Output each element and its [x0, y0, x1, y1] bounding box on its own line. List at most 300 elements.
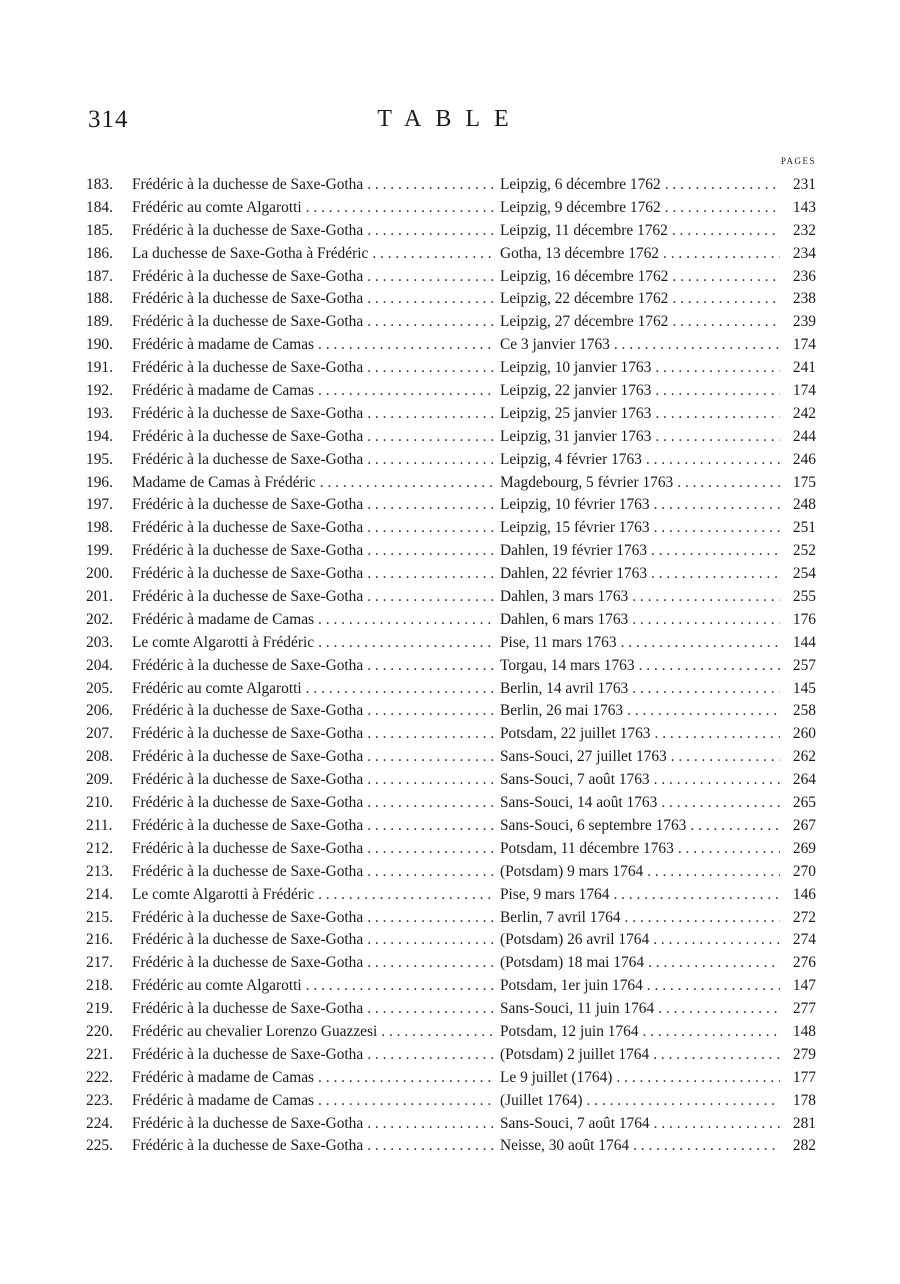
dot-leader [657, 794, 780, 812]
dot-leader [363, 931, 494, 949]
correspondence-cell [132, 1115, 494, 1133]
list-item [86, 313, 816, 336]
dot-leader [363, 771, 494, 789]
entry-number: 224. [86, 1114, 113, 1132]
page-reference: 270 [792, 862, 816, 880]
dot-leader [617, 634, 780, 652]
place-date-text: Sans-Souci, 11 juin 1764 [500, 1000, 655, 1018]
place-date-text: Torgau, 14 mars 1763 [500, 656, 635, 674]
list-item [86, 1092, 816, 1115]
correspondence-cell [132, 451, 494, 469]
list-item [86, 1115, 816, 1138]
place-date-cell [494, 840, 780, 858]
place-date-cell [494, 771, 780, 789]
correspondence-cell [132, 290, 494, 308]
entry-number: 208. [86, 748, 113, 766]
correspondence-text: Frédéric à la duchesse de Saxe-Gotha [132, 862, 364, 880]
list-item [86, 474, 816, 497]
correspondence-text: Frédéric à la duchesse de Saxe-Gotha [132, 565, 364, 583]
dot-leader [363, 1115, 494, 1133]
entry-number: 223. [86, 1091, 113, 1109]
correspondence-text: Frédéric à la duchesse de Saxe-Gotha [132, 588, 364, 606]
place-date-cell [494, 1046, 780, 1064]
page-reference: 231 [792, 176, 816, 193]
correspondence-cell [132, 909, 494, 927]
page-reference: 248 [792, 496, 816, 514]
page-reference: 279 [792, 1045, 816, 1063]
list-item [86, 954, 816, 977]
page-reference: 174 [792, 336, 816, 354]
place-date-text: Leipzig, 22 janvier 1763 [500, 382, 652, 400]
correspondence-cell [132, 702, 494, 720]
place-date-text: Leipzig, 6 décembre 1762 [500, 176, 661, 193]
entry-number: 218. [86, 977, 113, 995]
place-date-cell [494, 680, 780, 698]
entry-number: 213. [86, 862, 113, 880]
dot-leader [314, 1092, 494, 1110]
place-date-text: Gotha, 13 décembre 1762 [500, 244, 659, 262]
page-reference: 146 [792, 885, 816, 903]
correspondence-cell [132, 313, 494, 331]
list-item [86, 199, 816, 222]
place-date-cell [494, 290, 780, 308]
correspondence-cell [132, 565, 494, 583]
dot-leader [668, 268, 780, 286]
page-reference: 282 [792, 1137, 816, 1155]
correspondence-cell [132, 268, 494, 286]
place-date-text: Dahlen, 22 février 1763 [500, 565, 648, 583]
dot-leader [363, 909, 494, 927]
dot-leader [363, 840, 494, 858]
dot-leader [649, 931, 780, 949]
list-item [86, 702, 816, 725]
entry-number: 193. [86, 404, 113, 422]
entry-number: 222. [86, 1068, 113, 1086]
place-date-cell [494, 405, 780, 423]
dot-leader [686, 817, 780, 835]
place-date-cell [494, 977, 780, 995]
correspondence-cell [132, 771, 494, 789]
list-item [86, 748, 816, 771]
page-reference: 258 [792, 702, 816, 720]
dot-leader [583, 1092, 781, 1110]
list-item [86, 336, 816, 359]
correspondence-cell [132, 245, 494, 263]
correspondence-cell [132, 542, 494, 560]
place-date-cell [494, 863, 780, 881]
correspondence-text: Frédéric à madame de Camas [132, 1091, 315, 1109]
list-item [86, 863, 816, 886]
place-date-cell [494, 748, 780, 766]
entry-number: 189. [86, 313, 113, 331]
dot-leader [363, 1000, 494, 1018]
place-date-text: Berlin, 14 avril 1763 [500, 679, 629, 697]
entry-number: 187. [86, 267, 113, 285]
entry-number: 183. [86, 176, 113, 193]
dot-leader [661, 176, 780, 194]
correspondence-text: Frédéric à la duchesse de Saxe-Gotha [132, 725, 364, 743]
dot-leader [674, 840, 780, 858]
list-item [86, 290, 816, 313]
pages-column-label: PAGES [780, 156, 816, 166]
page-reference: 252 [792, 542, 816, 560]
place-date-text: Sans-Souci, 7 août 1763 [500, 771, 650, 789]
dot-leader [363, 954, 494, 972]
dot-leader [650, 1115, 780, 1133]
place-date-cell [494, 794, 780, 812]
correspondence-cell [132, 222, 494, 240]
place-date-text: Leipzig, 11 décembre 1762 [500, 221, 668, 239]
correspondence-cell [132, 428, 494, 446]
dot-leader [363, 268, 494, 286]
entry-number: 194. [86, 427, 113, 445]
list-item [86, 1000, 816, 1023]
dot-leader [377, 1023, 494, 1041]
place-date-cell [494, 268, 780, 286]
correspondence-text: Frédéric à la duchesse de Saxe-Gotha [132, 1045, 364, 1063]
correspondence-text: Frédéric à madame de Camas [132, 336, 315, 354]
dot-leader [363, 359, 494, 377]
dot-leader [363, 748, 494, 766]
list-item [86, 840, 816, 863]
place-date-text: Leipzig, 4 février 1763 [500, 450, 642, 468]
list-item [86, 519, 816, 542]
dot-leader [651, 382, 780, 400]
place-date-cell [494, 451, 780, 469]
dot-leader [643, 863, 780, 881]
dot-leader [363, 794, 494, 812]
page-reference: 176 [792, 610, 816, 628]
list-item [86, 268, 816, 291]
page-reference: 242 [792, 404, 816, 422]
page-reference: 272 [792, 908, 816, 926]
place-date-cell [494, 725, 780, 743]
correspondence-text: Frédéric à la duchesse de Saxe-Gotha [132, 816, 364, 834]
dot-leader [363, 451, 494, 469]
page-reference: 175 [792, 473, 816, 491]
dot-leader [651, 725, 781, 743]
dot-leader [628, 680, 780, 698]
correspondence-text: Madame de Camas à Frédéric [132, 473, 316, 491]
list-item [86, 817, 816, 840]
entry-number: 220. [86, 1022, 113, 1040]
list-item [86, 680, 816, 703]
correspondence-cell [132, 588, 494, 606]
dot-leader [642, 451, 780, 469]
page-number: 314 [88, 106, 129, 133]
correspondence-cell [132, 1137, 494, 1155]
page-reference: 262 [792, 748, 816, 766]
list-item [86, 886, 816, 909]
list-item [86, 496, 816, 519]
list-item [86, 909, 816, 932]
dot-leader [661, 199, 780, 217]
place-date-text: Leipzig, 9 décembre 1762 [500, 198, 661, 216]
dot-leader [363, 290, 494, 308]
place-date-cell [494, 496, 780, 514]
correspondence-text: Frédéric à la duchesse de Saxe-Gotha [132, 176, 364, 193]
list-item [86, 382, 816, 405]
entry-number: 185. [86, 221, 113, 239]
page-reference: 281 [792, 1114, 816, 1132]
page-reference: 269 [792, 839, 816, 857]
place-date-text: Magdebourg, 5 février 1763 [500, 473, 674, 491]
dot-leader [363, 542, 494, 560]
place-date-cell [494, 359, 780, 377]
dot-leader [668, 222, 780, 240]
correspondence-text: Frédéric au comte Algarotti [132, 679, 302, 697]
correspondence-text: Frédéric à la duchesse de Saxe-Gotha [132, 496, 364, 514]
list-item [86, 657, 816, 680]
place-date-cell [494, 313, 780, 331]
correspondence-cell [132, 176, 494, 194]
page-reference: 234 [792, 244, 816, 262]
dot-leader [314, 611, 494, 629]
dot-leader [649, 1046, 780, 1064]
correspondence-text: Frédéric à la duchesse de Saxe-Gotha [132, 931, 364, 949]
page-reference: 257 [792, 656, 816, 674]
page-reference: 246 [792, 450, 816, 468]
correspondence-text: Le comte Algarotti à Frédéric [132, 633, 315, 651]
place-date-text: Dahlen, 6 mars 1763 [500, 610, 629, 628]
entry-number: 203. [86, 633, 113, 651]
list-item [86, 359, 816, 382]
entry-number: 214. [86, 885, 113, 903]
place-date-cell [494, 1137, 780, 1155]
place-date-text: Sans-Souci, 14 août 1763 [500, 794, 658, 812]
correspondence-text: Frédéric à la duchesse de Saxe-Gotha [132, 954, 364, 972]
place-date-text: Berlin, 7 avril 1764 [500, 908, 621, 926]
place-date-text: (Potsdam) 18 mai 1764 [500, 954, 645, 972]
entry-number: 210. [86, 794, 113, 812]
page-reference: 276 [792, 954, 816, 972]
place-date-text: Potsdam, 1er juin 1764 [500, 977, 643, 995]
correspondence-text: Frédéric à la duchesse de Saxe-Gotha [132, 839, 364, 857]
dot-leader [650, 771, 780, 789]
list-item [86, 1023, 816, 1046]
entry-number: 195. [86, 450, 113, 468]
dot-leader [314, 1069, 494, 1087]
page-reference: 274 [792, 931, 816, 949]
page-reference: 241 [792, 359, 816, 377]
place-date-cell [494, 702, 780, 720]
place-date-text: Pise, 9 mars 1764 [500, 885, 610, 903]
dot-leader [302, 199, 494, 217]
entry-number: 198. [86, 519, 113, 537]
dot-leader [651, 428, 780, 446]
correspondence-text: Frédéric au comte Algarotti [132, 198, 302, 216]
dot-leader [363, 176, 494, 194]
place-date-text: Sans-Souci, 27 juillet 1763 [500, 748, 667, 766]
list-item [86, 977, 816, 1000]
correspondence-cell [132, 977, 494, 995]
page-title: TABLE [377, 106, 523, 132]
correspondence-cell [132, 382, 494, 400]
entry-number: 216. [86, 931, 113, 949]
dot-leader [651, 405, 780, 423]
dot-leader [363, 1046, 494, 1064]
page-reference: 260 [792, 725, 816, 743]
correspondence-text: Frédéric à la duchesse de Saxe-Gotha [132, 656, 364, 674]
dot-leader [650, 519, 780, 537]
correspondence-text: Frédéric à la duchesse de Saxe-Gotha [132, 748, 364, 766]
correspondence-text: Frédéric à la duchesse de Saxe-Gotha [132, 542, 364, 560]
place-date-text: Leipzig, 27 décembre 1762 [500, 313, 669, 331]
list-item [86, 725, 816, 748]
dot-leader [609, 886, 780, 904]
place-date-cell [494, 199, 780, 217]
page-reference: 255 [792, 588, 816, 606]
correspondence-cell [132, 199, 494, 217]
place-date-cell [494, 931, 780, 949]
dot-leader [314, 336, 494, 354]
dot-leader [363, 1137, 494, 1155]
place-date-cell [494, 474, 780, 492]
correspondence-text: Frédéric à la duchesse de Saxe-Gotha [132, 771, 364, 789]
place-date-cell [494, 588, 780, 606]
correspondence-text: Frédéric à la duchesse de Saxe-Gotha [132, 702, 364, 720]
place-date-cell [494, 542, 780, 560]
place-date-text: Leipzig, 31 janvier 1763 [500, 427, 652, 445]
list-item [86, 634, 816, 657]
entry-number: 202. [86, 610, 113, 628]
place-date-text: Dahlen, 19 février 1763 [500, 542, 648, 560]
page-reference: 265 [792, 794, 816, 812]
dot-leader [667, 748, 780, 766]
page-reference: 147 [792, 977, 816, 995]
dot-leader [314, 382, 494, 400]
place-date-cell [494, 817, 780, 835]
place-date-cell [494, 382, 780, 400]
place-date-text: Sans-Souci, 7 août 1764 [500, 1114, 650, 1132]
place-date-cell [494, 1115, 780, 1133]
correspondence-text: Frédéric à la duchesse de Saxe-Gotha [132, 1000, 364, 1018]
correspondence-text: Frédéric à la duchesse de Saxe-Gotha [132, 908, 364, 926]
list-item [86, 451, 816, 474]
correspondence-cell [132, 840, 494, 858]
list-item [86, 542, 816, 565]
place-date-text: Ce 3 janvier 1763 [500, 336, 610, 354]
dot-leader [643, 977, 780, 995]
list-item [86, 405, 816, 428]
dot-leader [363, 565, 494, 583]
entry-number: 212. [86, 839, 113, 857]
dot-leader [363, 817, 494, 835]
page-reference: 251 [792, 519, 816, 537]
place-date-text: Pise, 11 mars 1763 [500, 633, 617, 651]
place-date-cell [494, 1092, 780, 1110]
entry-number: 191. [86, 359, 113, 377]
page-reference: 238 [792, 290, 816, 308]
page-reference: 277 [792, 1000, 816, 1018]
page-reference: 144 [792, 633, 816, 651]
place-date-text: Leipzig, 15 février 1763 [500, 519, 650, 537]
entry-number: 192. [86, 382, 113, 400]
dot-leader [314, 886, 494, 904]
dot-leader [628, 588, 780, 606]
place-date-text: (Potsdam) 2 juillet 1764 [500, 1045, 650, 1063]
correspondence-cell [132, 680, 494, 698]
place-date-cell [494, 886, 780, 904]
place-date-text: Sans-Souci, 6 septembre 1763 [500, 816, 687, 834]
dot-leader [647, 542, 780, 560]
dot-leader [302, 977, 494, 995]
dot-leader [635, 657, 780, 675]
place-date-cell [494, 1000, 780, 1018]
entry-number: 199. [86, 542, 113, 560]
place-date-text: Potsdam, 22 juillet 1763 [500, 725, 651, 743]
correspondence-cell [132, 336, 494, 354]
page-reference: 264 [792, 771, 816, 789]
dot-leader [363, 405, 494, 423]
correspondence-cell [132, 657, 494, 675]
page-reference: 254 [792, 565, 816, 583]
place-date-text: (Potsdam) 26 avril 1764 [500, 931, 650, 949]
place-date-cell [494, 1023, 780, 1041]
dot-leader [363, 496, 494, 514]
dot-leader [363, 702, 494, 720]
place-date-cell [494, 1069, 780, 1087]
correspondence-text: Frédéric à la duchesse de Saxe-Gotha [132, 794, 364, 812]
place-date-text: Leipzig, 10 février 1763 [500, 496, 650, 514]
correspondence-cell [132, 794, 494, 812]
entry-number: 211. [86, 816, 113, 834]
entry-number: 196. [86, 473, 113, 491]
place-date-cell [494, 519, 780, 537]
entry-number: 197. [86, 496, 113, 514]
dot-leader [644, 954, 780, 972]
page-reference: 174 [792, 382, 816, 400]
list-item [86, 794, 816, 817]
list-item [86, 1137, 816, 1160]
correspondence-cell [132, 1092, 494, 1110]
correspondence-text: Frédéric au comte Algarotti [132, 977, 302, 995]
dot-leader [659, 245, 780, 263]
entry-number: 219. [86, 1000, 113, 1018]
page-reference: 143 [792, 198, 816, 216]
dot-leader [628, 611, 780, 629]
place-date-text: Dahlen, 3 mars 1763 [500, 588, 629, 606]
list-item [86, 771, 816, 794]
correspondence-cell [132, 863, 494, 881]
entry-number: 217. [86, 954, 113, 972]
dot-leader [668, 313, 780, 331]
correspondence-cell [132, 1000, 494, 1018]
entry-number: 186. [86, 244, 113, 262]
place-date-cell [494, 176, 780, 194]
page-reference: 177 [792, 1068, 816, 1086]
place-date-text: Leipzig, 10 janvier 1763 [500, 359, 652, 377]
entry-number: 209. [86, 771, 113, 789]
correspondence-text: Frédéric à la duchesse de Saxe-Gotha [132, 450, 364, 468]
place-date-text: Leipzig, 22 décembre 1762 [500, 290, 669, 308]
place-date-text: Potsdam, 11 décembre 1763 [500, 839, 674, 857]
correspondence-cell [132, 817, 494, 835]
correspondence-text: Frédéric à la duchesse de Saxe-Gotha [132, 519, 364, 537]
entry-number: 190. [86, 336, 113, 354]
list-item [86, 245, 816, 268]
entry-number: 204. [86, 656, 113, 674]
place-date-cell [494, 336, 780, 354]
list-item [86, 611, 816, 634]
page-reference: 145 [792, 679, 816, 697]
correspondence-text: Frédéric à la duchesse de Saxe-Gotha [132, 221, 364, 239]
dot-leader [650, 496, 780, 514]
correspondence-text: Frédéric à madame de Camas [132, 382, 315, 400]
list-item [86, 588, 816, 611]
entry-number: 225. [86, 1137, 113, 1155]
entry-number: 206. [86, 702, 113, 720]
